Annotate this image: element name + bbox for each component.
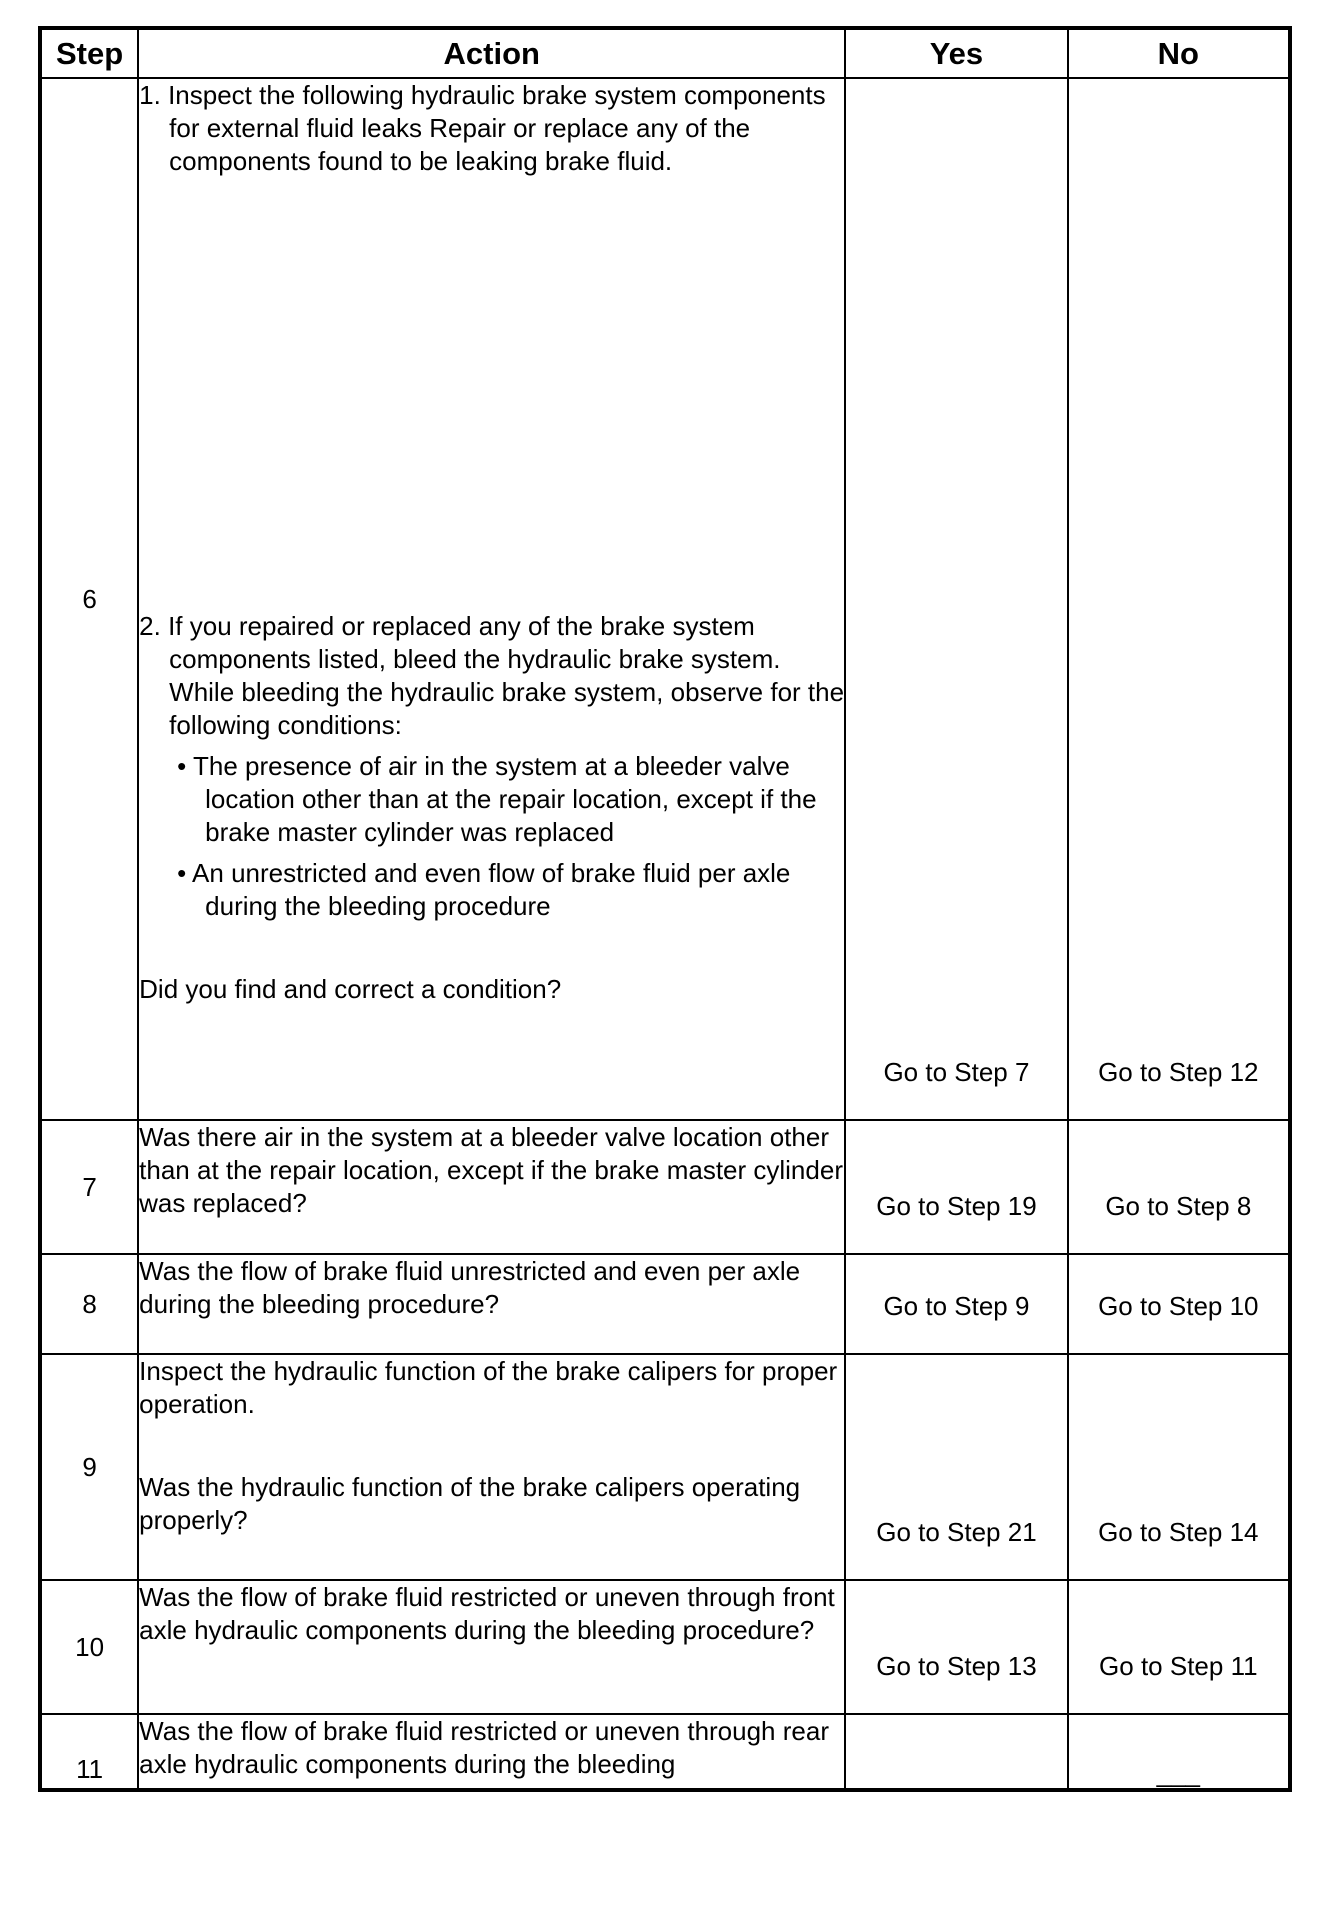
no-cell [1068, 1354, 1290, 1580]
yes-result: Go to Step 19 [876, 1191, 1037, 1221]
step-number: 8 [40, 1254, 138, 1354]
step-number: 7 [40, 1120, 138, 1254]
step-number: 9 [40, 1354, 138, 1580]
question-text: Was the flow of brake fluid restricted or uneven through rear axle hydraulic components during the bleeding [139, 1716, 829, 1779]
table-row-step-7 [40, 1120, 1290, 1254]
table-row-step-9 [40, 1354, 1290, 1580]
no-result: Go to Step 14 [1098, 1517, 1259, 1547]
blank-space [139, 1421, 844, 1471]
bullet-item: • The presence of air in the system at a bleeder valve location other than at the repair location, except if the brake master cylinder was replaced [177, 751, 817, 847]
table-header-row [40, 28, 1290, 78]
header-yes: Yes [845, 28, 1067, 78]
action-cell [138, 1254, 845, 1354]
yes-result: Go to Step 7 [883, 1057, 1030, 1087]
blank-space [139, 178, 844, 610]
question-text: Was the flow of brake fluid restricted or uneven through front axle hydraulic components during the bleeding procedure? [139, 1582, 835, 1645]
action-item-2: 2. If you repaired or replaced any of the brake system components listed, bleed the hydraulic brake system. While bleeding the hydraulic brake system, observe for the following conditions: [139, 611, 845, 740]
header-action: Action [138, 28, 845, 78]
no-cell [1068, 1580, 1290, 1714]
no-result: Go to Step 11 [1099, 1651, 1258, 1681]
action-cell [138, 1580, 845, 1714]
action-text: Inspect the hydraulic function of the brake calipers for proper operation. [139, 1356, 838, 1419]
no-cell [1068, 78, 1290, 1120]
table-row-step-8 [40, 1254, 1290, 1354]
no-result: ___ [1156, 1758, 1200, 1788]
no-result: Go to Step 10 [1098, 1291, 1259, 1321]
action-cell [138, 1354, 845, 1580]
no-result: Go to Step 8 [1105, 1191, 1252, 1221]
yes-result: Go to Step 21 [876, 1517, 1037, 1547]
action-item-1: 1. Inspect the following hydraulic brake system components for external fluid leaks Repair or replace any of the components found to be leaking brake fluid. [139, 80, 826, 176]
step-number: 6 [40, 78, 138, 1120]
table-row-step-10 [40, 1580, 1290, 1714]
step-number: 11 [40, 1714, 138, 1790]
question-text: Was the flow of brake fluid unrestricted and even per axle during the bleeding procedure? [139, 1256, 801, 1319]
yes-cell [845, 1254, 1067, 1354]
action-cell [138, 1120, 845, 1254]
step-number: 10 [40, 1580, 138, 1714]
blank-space [139, 923, 844, 973]
action-cell [138, 78, 845, 1120]
question-text: Did you find and correct a condition? [139, 974, 562, 1004]
no-result: Go to Step 12 [1098, 1057, 1259, 1087]
yes-result: Go to Step 13 [876, 1651, 1037, 1681]
bullet-item: • An unrestricted and even flow of brake fluid per axle during the bleeding procedure [177, 858, 791, 921]
header-step: Step [40, 28, 138, 78]
yes-cell [845, 1580, 1067, 1714]
table-row-step-11 [40, 1714, 1290, 1790]
no-cell [1068, 1254, 1290, 1354]
yes-cell [845, 78, 1067, 1120]
yes-cell [845, 1120, 1067, 1254]
yes-cell [845, 1354, 1067, 1580]
no-cell [1068, 1120, 1290, 1254]
action-cell [138, 1714, 845, 1790]
question-text: Was there air in the system at a bleeder valve location other than at the repair location, except if the brake master cylinder was replaced? [139, 1122, 843, 1218]
yes-result: Go to Step 9 [883, 1291, 1030, 1321]
diagnostic-table [38, 26, 1292, 1792]
yes-cell [845, 1714, 1067, 1790]
question-text: Was the hydraulic function of the brake calipers operating properly? [139, 1472, 801, 1535]
no-cell [1068, 1714, 1290, 1790]
table-row-step-6 [40, 78, 1290, 1120]
header-no: No [1068, 28, 1290, 78]
